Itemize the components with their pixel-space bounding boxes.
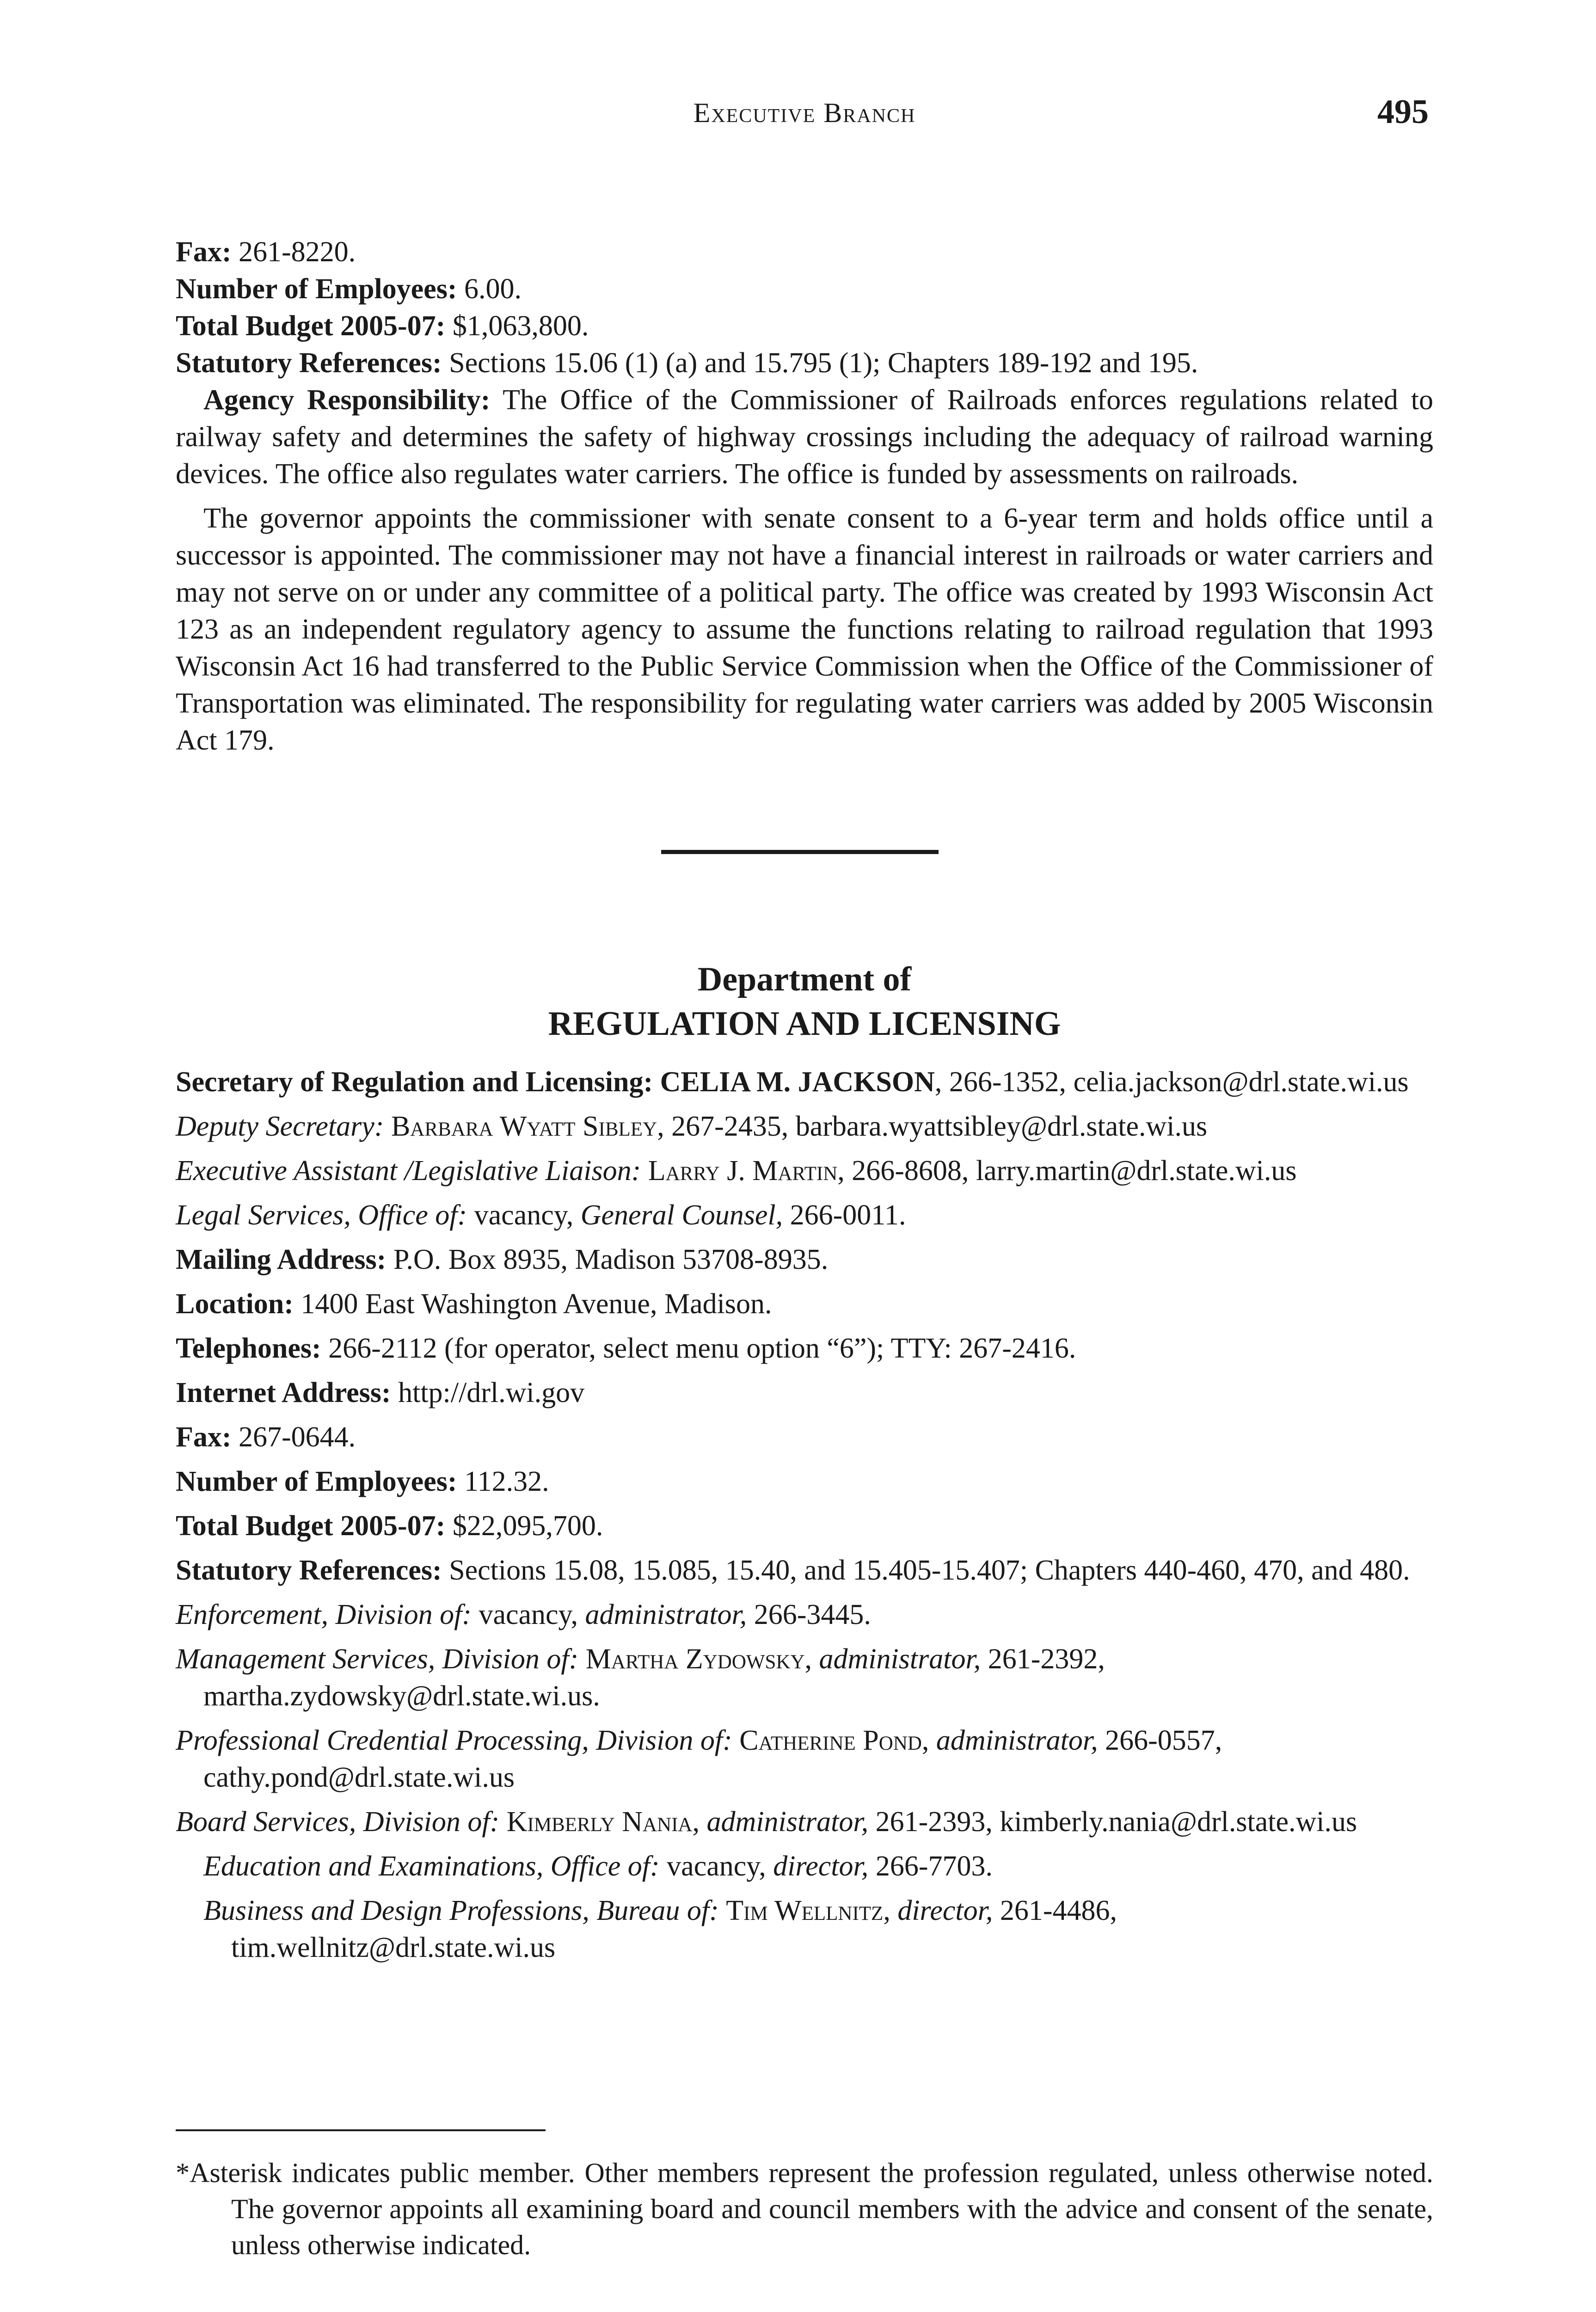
railroads-employees: Number of Employees: 6.00. bbox=[176, 273, 522, 305]
footnote bbox=[176, 2155, 1433, 2263]
secretary-entry: Secretary of Regulation and Licensing: CELIA M. JACKSON, 266-1352, celia.jackson@drl.state.wi.us bbox=[176, 1066, 1409, 1098]
running-head bbox=[176, 92, 1433, 139]
department-employees: Number of Employees: 112.32. bbox=[176, 1466, 549, 1497]
enforcement-entry: Enforcement, Division of: vacancy, administrator, 266-3445. bbox=[176, 1599, 871, 1630]
railroads-section bbox=[176, 234, 1433, 766]
section-divider bbox=[661, 850, 939, 854]
telephones: Telephones: 266-2112 (for operator, select menu option “6”); TTY: 267-2416. bbox=[176, 1333, 1076, 1364]
footnote-rule bbox=[176, 2129, 546, 2131]
heading-line-2: REGULATION AND LICENSING bbox=[548, 1005, 1061, 1043]
railroads-statutory: Statutory References: Sections 15.06 (1) (a) and 15.795 (1); Chapters 189-192 and 195. bbox=[176, 347, 1198, 379]
department-heading bbox=[176, 957, 1433, 1046]
board-entry: Board Services, Division of: Kimberly Nania, administrator, 261-2393, kimberly.nania@drl.state.wi.us bbox=[176, 1806, 1357, 1838]
railroads-responsibility: Agency Responsibility: The Office of the Commissioner of Railroads enforces regulations related to railway safety and determines the safety of highway crossings including the adequacy of railroad warning devices. The office also regulates water carriers. The office is funded by assessments on railroads. bbox=[176, 384, 1434, 490]
internet-address: Internet Address: http://drl.wi.gov bbox=[176, 1377, 585, 1408]
credential-entry: Professional Credential Processing, Division of: Catherine Pond, administrator, 266-0557, cathy.pond@drl.state.wi.us bbox=[176, 1725, 1222, 1793]
railroads-fax: Fax: 261-8220. bbox=[176, 236, 356, 268]
heading-line-1: Department of bbox=[697, 960, 912, 998]
mailing-address: Mailing Address: P.O. Box 8935, Madison 53708-8935. bbox=[176, 1244, 829, 1275]
executive-assistant-entry: Executive Assistant /Legislative Liaison: Larry J. Martin, 266-8608, larry.martin@drl.state.wi.us bbox=[176, 1155, 1297, 1187]
management-entry: Management Services, Division of: Martha Zydowsky, administrator, 261-2392, martha.zydowsky@drl.state.wi.us. bbox=[176, 1643, 1105, 1712]
department-section bbox=[176, 1064, 1433, 1974]
railroads-budget: Total Budget 2005-07: $1,063,800. bbox=[176, 310, 589, 342]
location: Location: 1400 East Washington Avenue, Madison. bbox=[176, 1288, 772, 1320]
business-entry: Business and Design Professions, Bureau of: Tim Wellnitz, director, 261-4486, tim.wellnitz@drl.state.wi.us bbox=[203, 1895, 1117, 1963]
department-statutory: Statutory References: Sections 15.08, 15.085, 15.40, and 15.405-15.407; Chapters 440-460, 470, and 480. bbox=[176, 1555, 1410, 1586]
department-fax: Fax: 267-0644. bbox=[176, 1421, 356, 1453]
department-budget: Total Budget 2005-07: $22,095,700. bbox=[176, 1510, 603, 1542]
page-number: 495 bbox=[1377, 93, 1429, 131]
education-entry: Education and Examinations, Office of: vacancy, director, 266-7703. bbox=[203, 1851, 993, 1882]
deputy-entry: Deputy Secretary: Barbara Wyatt Sibley, 267-2435, barbara.wyattsibley@drl.state.wi.us bbox=[176, 1111, 1208, 1142]
footnote-text: *Asterisk indicates public member. Other members represent the profession regulated, unless otherwise noted. The governor appoints all examining board and council members with the advice and consent of the senate, unless otherwise indicated. bbox=[176, 2158, 1433, 2260]
running-title: Executive Branch bbox=[693, 98, 916, 128]
legal-services-entry: Legal Services, Office of: vacancy, General Counsel, 266-0011. bbox=[176, 1199, 906, 1231]
railroads-paragraph: The governor appoints the commissioner with senate consent to a 6-year term and holds office until a successor is appointed. The commissioner may not have a financial interest in railroads or water carriers and may not serve on or under any committee of a political party. The office was created by 1993 Wisconsin Act 123 as an independent regulatory agency to assume the functions relating to railroad regulation that 1993 Wisconsin Act 16 had transferred to the Public Service Commission when the Office of the Commissioner of Transportation was eliminated. The responsibility for regulating water carriers was added by 2005 Wisconsin Act 179. bbox=[176, 503, 1433, 756]
